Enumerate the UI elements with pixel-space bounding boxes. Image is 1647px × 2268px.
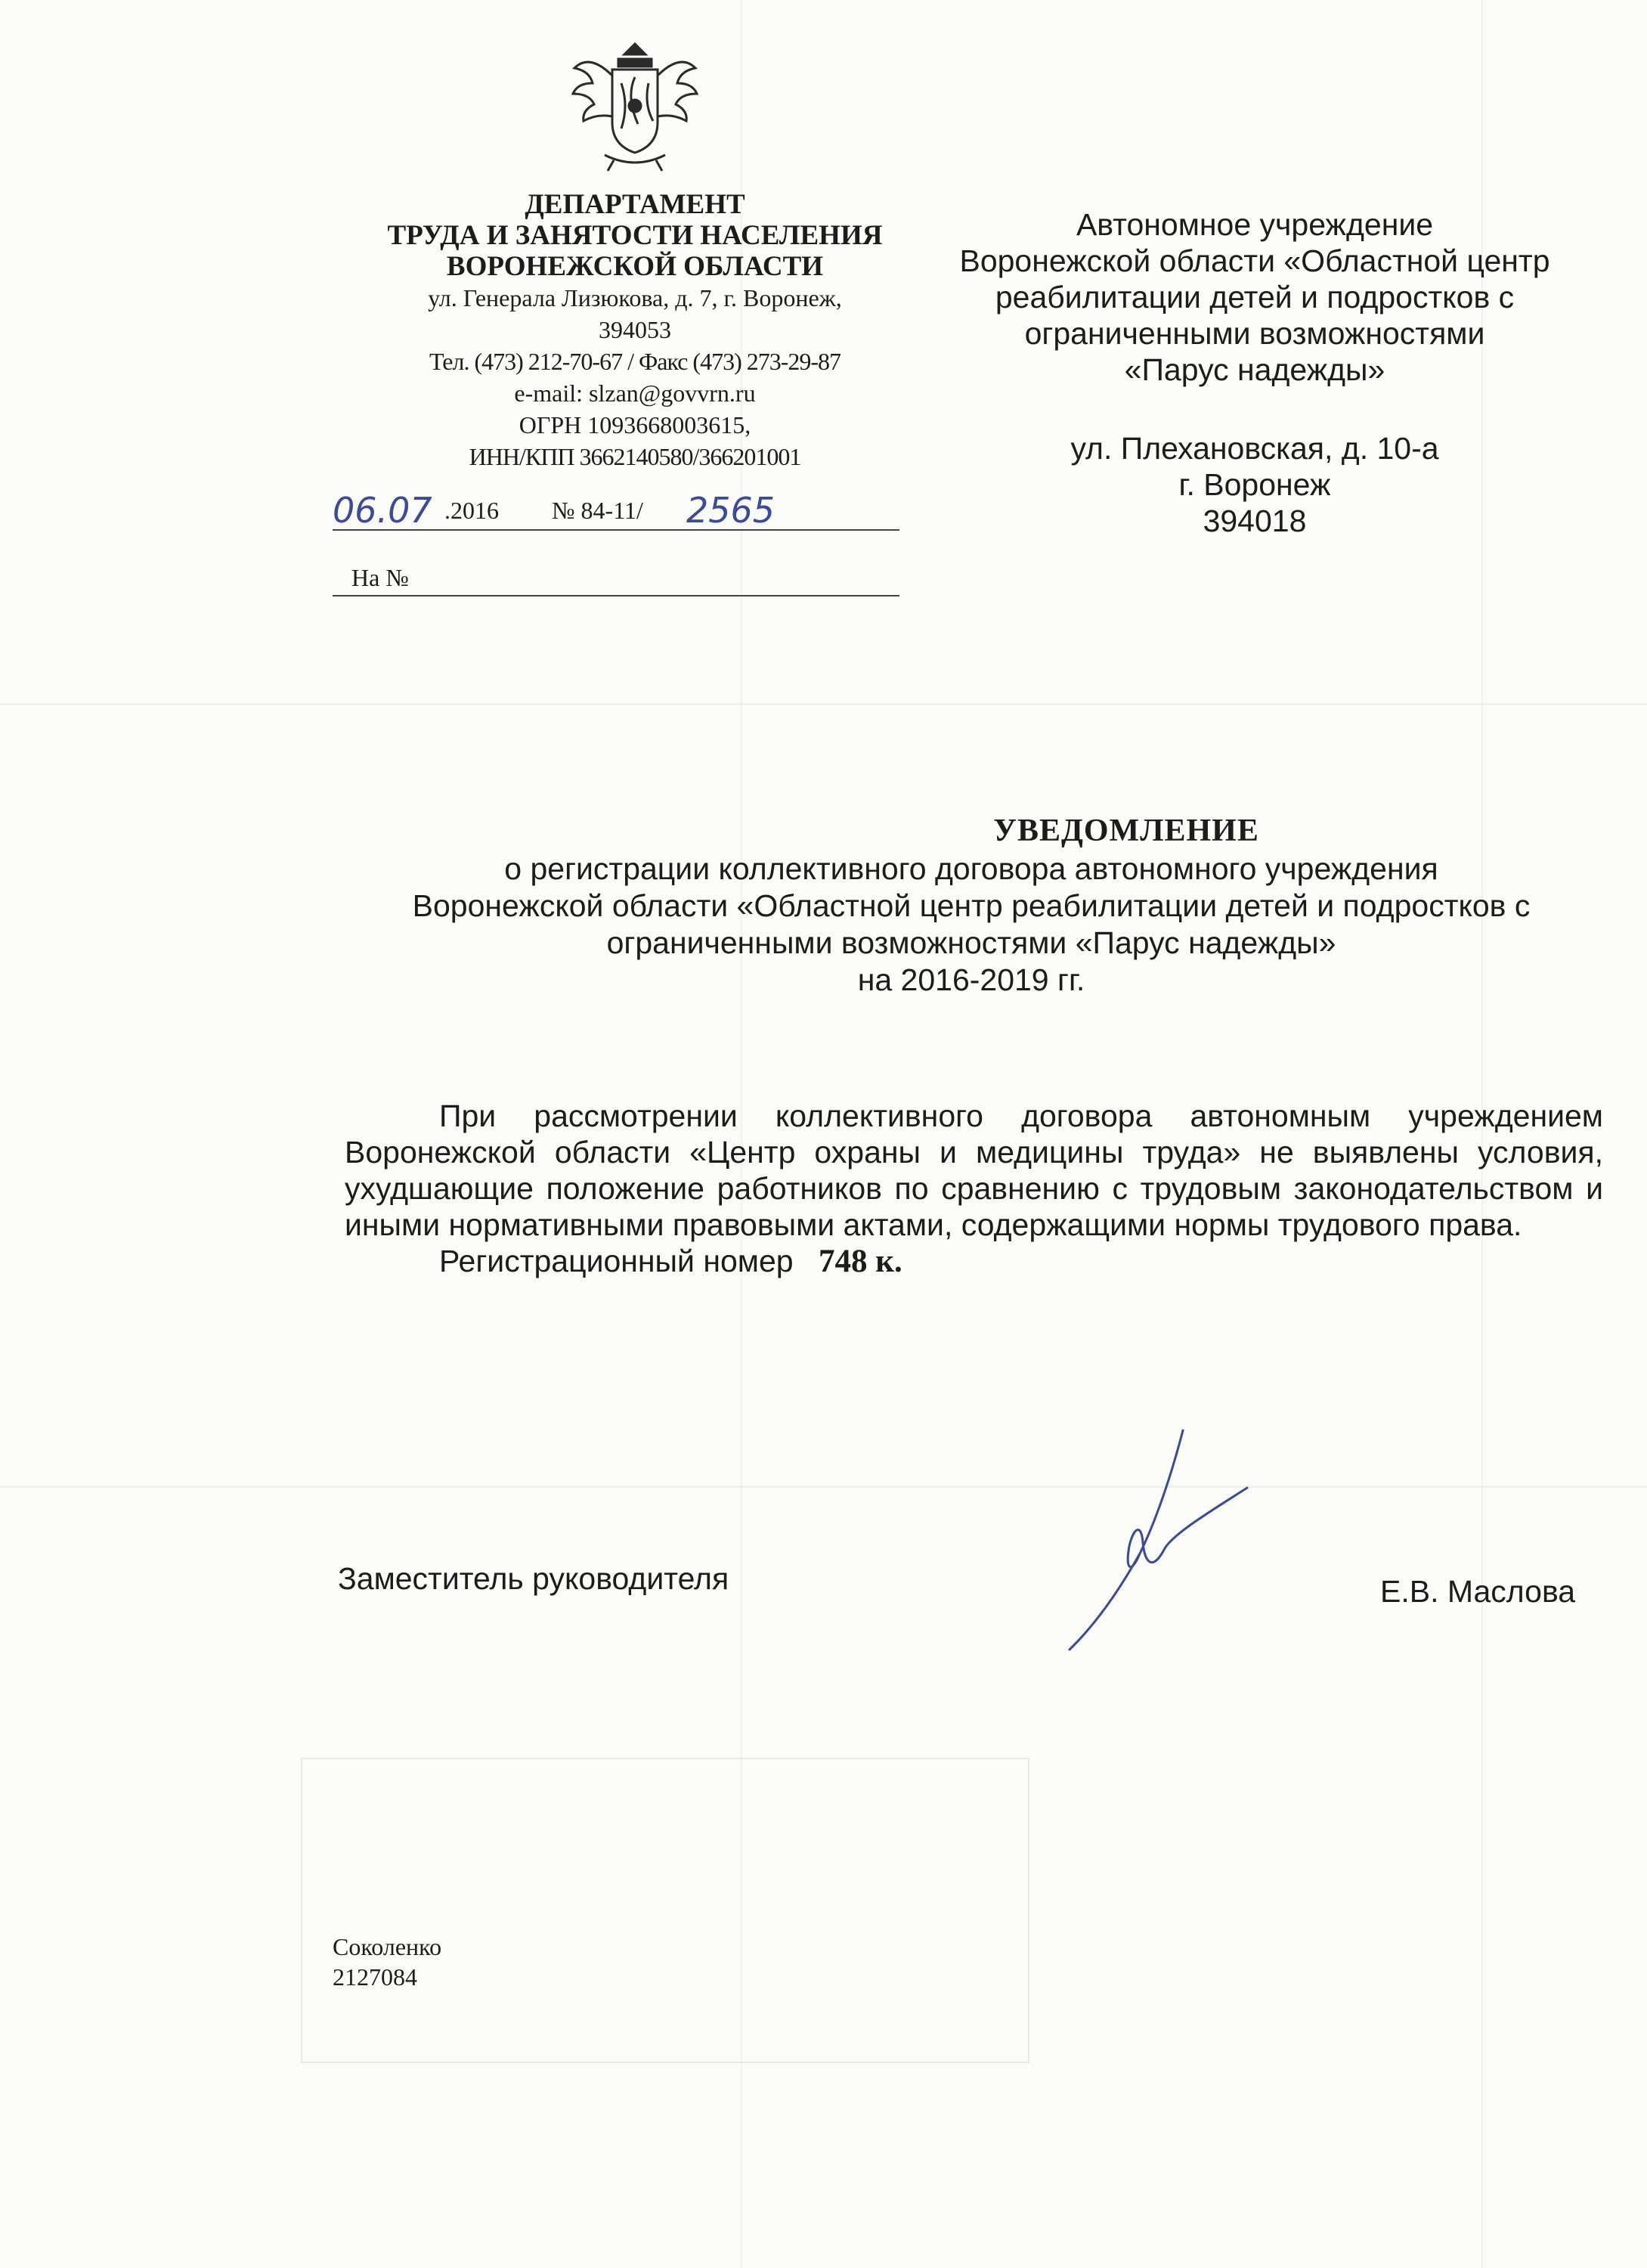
notice-title: УВЕДОМЛЕНИЕ <box>993 813 1259 848</box>
fold-line <box>0 703 1647 705</box>
handwritten-number: 2565 <box>686 490 776 531</box>
sender-email: e-mail: slzan@govvrn.ru <box>514 380 756 407</box>
sender-postcode: 394053 <box>599 316 671 343</box>
department-name-line: ДЕПАРТАМЕНТ <box>525 189 745 220</box>
notice-subtitle-line: ограниченными возможностями «Парус надежды» <box>606 925 1336 960</box>
notice-subtitle-line: на 2016-2019 гг. <box>857 962 1085 997</box>
handwritten-date: 06.07 <box>333 490 432 531</box>
sender-address: ул. Генерала Лизюкова, д. 7, г. Воронеж, <box>428 284 842 311</box>
registration-number-prefix: № 84-11/ <box>552 497 643 524</box>
signer-position: Заместитель руководителя <box>338 1561 729 1596</box>
registration-line <box>333 490 899 531</box>
addressee-street: ул. Плехановская, д. 10-а <box>1070 431 1439 466</box>
addressee-line: Автономное учреждение <box>1076 207 1434 242</box>
executor-info <box>333 1932 441 1992</box>
sender-inn-kpp: ИНН/КПП 3662140580/366201001 <box>469 443 801 470</box>
sender-ogrn: ОГРН 1093668003615, <box>519 411 751 438</box>
addressee-postcode: 394018 <box>1203 503 1307 538</box>
department-name-line: ВОРОНЕЖСКОЙ ОБЛАСТИ <box>446 251 824 282</box>
signer-name: Е.В. Маслова <box>1380 1574 1576 1609</box>
addressee-line: ограниченными возможностями <box>1024 316 1485 351</box>
registration-year: .2016 <box>444 497 499 524</box>
addressee-line: «Парус надежды» <box>1124 352 1385 387</box>
notice-subtitle-line: о регистрации коллективного договора автономного учреждения <box>504 851 1438 886</box>
handwritten-signature-icon <box>1051 1421 1293 1663</box>
sender-phones: Тел. (473) 212-70-67 / Факс (473) 273-29-87 <box>429 348 841 375</box>
notice-heading <box>333 811 1610 999</box>
body-paragraph: При рассмотрении коллективного договора автономным учреждением Воронежской области «Центр охраны и медицины труда» не выявлены условия, ухудшающие положение работников по сравнению с трудовым законодательством и иными нормативными правовыми актами, содержащими нормы трудового права. <box>345 1098 1603 1242</box>
addressee-block <box>915 206 1595 539</box>
coat-of-arms-icon <box>559 30 711 181</box>
show-through-envelope-window <box>301 1758 1029 2063</box>
reply-to-line <box>333 556 899 596</box>
addressee-line: Воронежской области «Областной центр <box>959 243 1550 278</box>
registration-number-label: Регистрационный номер <box>439 1244 794 1278</box>
reply-to-label: На № <box>351 564 409 591</box>
addressee-city: г. Воронеж <box>1178 467 1331 502</box>
notice-body <box>345 1098 1603 1280</box>
executor-name: Соколенко <box>333 1933 442 1960</box>
fold-line <box>0 1486 1647 1488</box>
registration-number-line <box>439 1243 1603 1280</box>
executor-phone: 2127084 <box>333 1963 417 1991</box>
notice-subtitle-line: Воронежской области «Областной центр реабилитации детей и подростков с <box>412 888 1531 923</box>
department-name-line: ТРУДА И ЗАНЯТОСТИ НАСЕЛЕНИЯ <box>387 220 883 251</box>
addressee-line: реабилитации детей и подростков с <box>995 280 1515 314</box>
registration-number-value: 748 к. <box>818 1244 902 1279</box>
sender-header <box>333 189 937 472</box>
